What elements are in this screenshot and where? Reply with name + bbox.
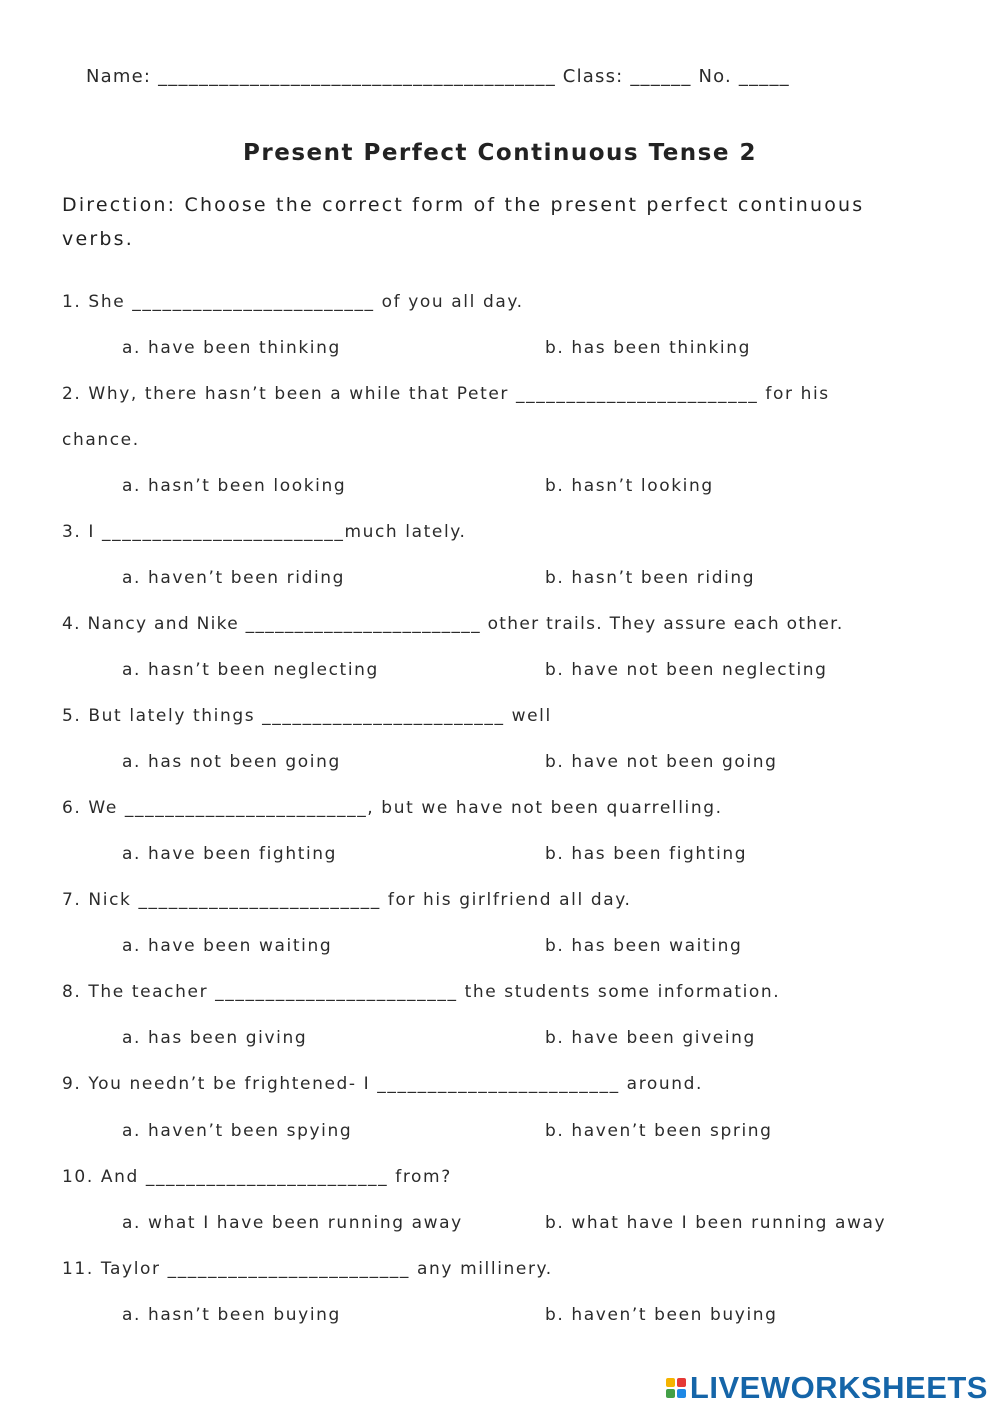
liveworksheets-logo-icon — [666, 1378, 686, 1398]
option-11a[interactable]: a. hasn’t been buying — [122, 1305, 341, 1325]
option-9a[interactable]: a. haven’t been spying — [122, 1121, 353, 1141]
question-3: 3. I ________________________much lately. — [62, 522, 467, 542]
option-3b[interactable]: b. hasn’t been riding — [545, 568, 756, 588]
option-4b[interactable]: b. have not been neglecting — [545, 660, 828, 680]
liveworksheets-logo — [666, 1370, 988, 1406]
question-6: 6. We ________________________, but we have not been quarrelling. — [62, 798, 723, 818]
worksheet-title: Present Perfect Continuous Tense 2 — [243, 140, 757, 166]
option-3a[interactable]: a. haven’t been riding — [122, 568, 346, 588]
option-1b[interactable]: b. has been thinking — [545, 338, 752, 358]
option-8a[interactable]: a. has been giving — [122, 1028, 308, 1048]
logo-square-1 — [666, 1378, 675, 1387]
question-1: 1. She ________________________ of you all day. — [62, 292, 524, 312]
name-class-no-line: Name: _______________________________________ Class: ______ No. _____ — [86, 66, 790, 87]
question-2-continuation: chance. — [62, 430, 140, 450]
option-5b[interactable]: b. have not been going — [545, 752, 778, 772]
question-5: 5. But lately things ________________________ well — [62, 706, 552, 726]
question-11: 11. Taylor ________________________ any millinery. — [62, 1259, 553, 1279]
option-9b[interactable]: b. haven’t been spring — [545, 1121, 773, 1141]
question-10: 10. And ________________________ from? — [62, 1167, 452, 1187]
question-7: 7. Nick ________________________ for his girlfriend all day. — [62, 890, 632, 910]
option-2a[interactable]: a. hasn’t been looking — [122, 476, 347, 496]
option-6b[interactable]: b. has been fighting — [545, 844, 748, 864]
logo-square-2 — [677, 1378, 686, 1387]
option-8b[interactable]: b. have been giveing — [545, 1028, 756, 1048]
option-10a[interactable]: a. what I have been running away — [122, 1213, 463, 1233]
option-5a[interactable]: a. has not been going — [122, 752, 341, 772]
direction-text: Direction: Choose the correct form of the present perfect continuous verbs. — [62, 194, 865, 250]
option-2b[interactable]: b. hasn’t looking — [545, 476, 714, 496]
option-11b[interactable]: b. haven’t been buying — [545, 1305, 778, 1325]
logo-square-4 — [677, 1389, 686, 1398]
option-7b[interactable]: b. has been waiting — [545, 936, 743, 956]
question-9: 9. You needn’t be frightened- I ________________________ around. — [62, 1074, 704, 1094]
option-7a[interactable]: a. have been waiting — [122, 936, 333, 956]
question-8: 8. The teacher ________________________ the students some information. — [62, 982, 781, 1002]
question-4: 4. Nancy and Nike ________________________ other trails. They assure each other. — [62, 614, 844, 634]
liveworksheets-logo-text: LIVEWORKSHEETS — [689, 1370, 988, 1405]
question-2: 2. Why, there hasn’t been a while that Peter ________________________ for his — [62, 384, 830, 404]
option-6a[interactable]: a. have been fighting — [122, 844, 338, 864]
option-10b[interactable]: b. what have I been running away — [545, 1213, 887, 1233]
logo-square-3 — [666, 1389, 675, 1398]
option-4a[interactable]: a. hasn’t been neglecting — [122, 660, 379, 680]
option-1a[interactable]: a. have been thinking — [122, 338, 341, 358]
